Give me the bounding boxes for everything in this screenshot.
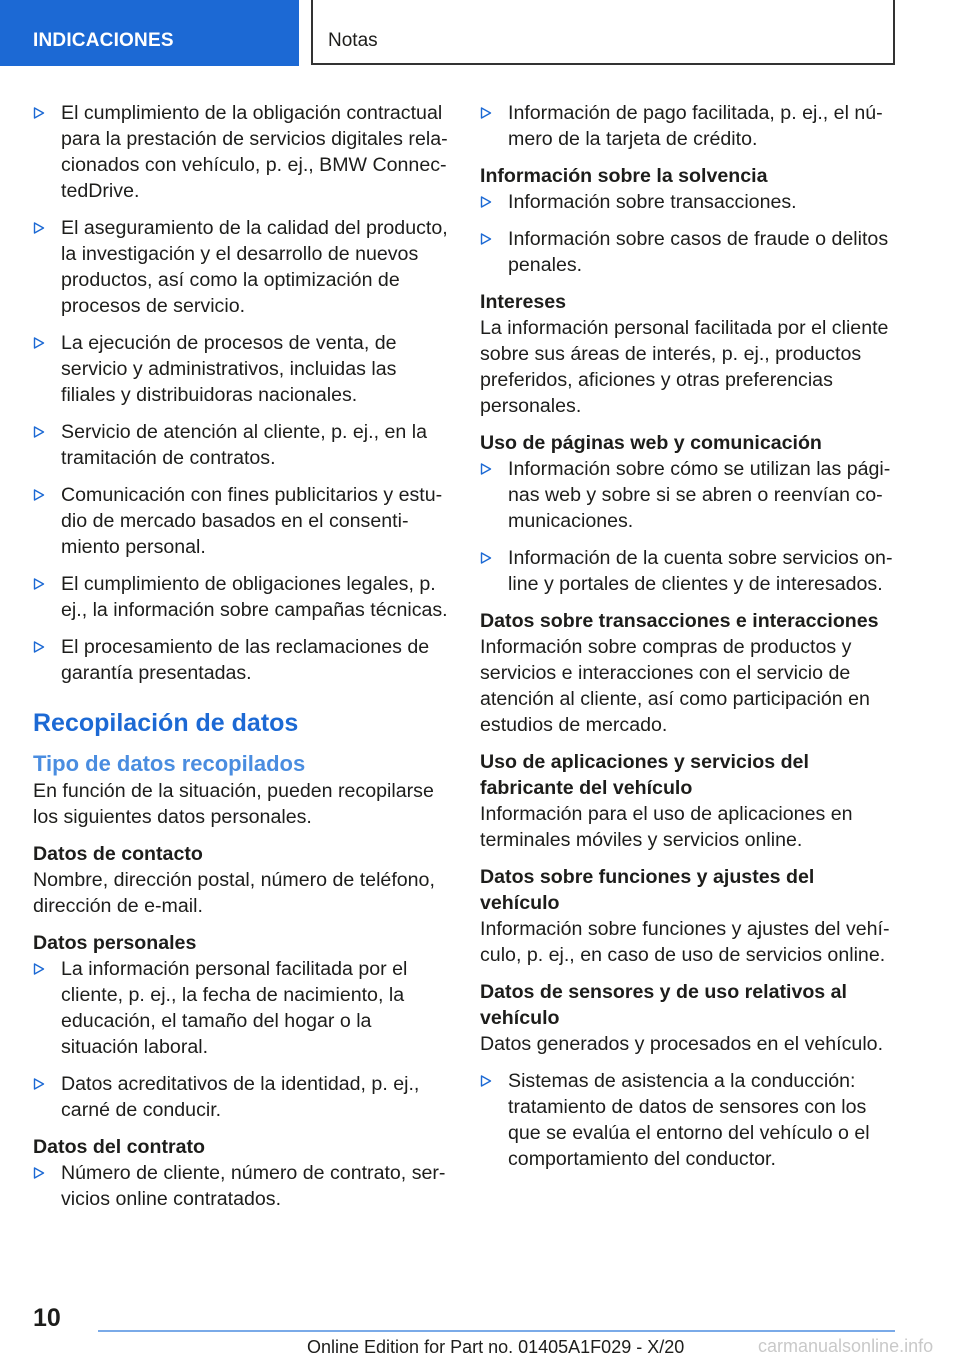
web-bullet-list [480, 456, 898, 597]
triangle-bullet-icon [33, 641, 45, 653]
triangle-bullet-icon [33, 426, 45, 438]
contract-heading: Datos del contrato [33, 1136, 206, 1158]
transactions-paragraph: Información sobre compras de productos y servicios e interacciones con el servicio de atención al cliente, así como participación en estudios de mercado. [480, 636, 870, 736]
list-item [33, 634, 448, 686]
triangle-bullet-icon [480, 196, 492, 208]
list-item [33, 1160, 448, 1212]
contact-heading: Datos de contacto [33, 843, 203, 865]
list-item-text: Información sobre cómo se utilizan las páginas web y sobre si se abren o reenvían comunicaciones. [508, 458, 891, 532]
list-item [33, 330, 448, 408]
triangle-bullet-icon [33, 337, 45, 349]
apps-heading: Uso de aplicaciones y servicios del fabricante del vehículo [480, 751, 809, 799]
list-item [480, 545, 898, 597]
section-title: Recopilación de datos [33, 709, 299, 737]
personal-heading: Datos personales [33, 932, 197, 954]
section-tab: INDICACIONES [0, 0, 299, 66]
contract-bullet-list [33, 1160, 448, 1212]
list-item-text: Servicio de atención al cliente, p. ej., en la tramitación de contratos. [61, 421, 427, 469]
list-item-text: Información sobre transacciones. [508, 191, 797, 213]
interests-paragraph: La información personal facilitada por el cliente sobre sus áreas de interés, p. ej., productos preferidos, aficiones y otras preferencias personales. [480, 317, 889, 417]
list-item-text: El cumplimiento de obligaciones legales, p. ej., la información sobre campañas técnicas. [61, 573, 448, 621]
list-item [33, 215, 448, 319]
edition-footer: Online Edition for Part no. 01405A1F029 - X/20 [307, 1337, 685, 1357]
functions-heading: Datos sobre funciones y ajustes del vehículo [480, 866, 815, 914]
list-item-text: Datos acreditativos de la identidad, p. ej., carné de conducir. [61, 1073, 420, 1121]
triangle-bullet-icon [33, 963, 45, 975]
solvency-heading: Información sobre la solvencia [480, 165, 768, 187]
sensors-paragraph: Datos generados y procesados en el vehículo. [480, 1033, 884, 1055]
list-item [33, 100, 448, 204]
list-item-text: El aseguramiento de la calidad del producto, la investigación y el desarrollo de nuevos productos, así como la optimización de procesos de servicio. [61, 217, 448, 317]
transactions-heading: Datos sobre transacciones e interacciones [480, 610, 879, 632]
list-item-text: Sistemas de asistencia a la conducción: tratamiento de datos de sensores con los que se evalúa el entorno del vehículo o el comportamiento del conductor. [508, 1070, 870, 1170]
list-item-text: El cumplimiento de la obligación contractual para la prestación de servicios digitales relacionados con vehículo, p. ej., BMW ConnectedDrive. [61, 102, 448, 202]
list-item-text: Comunicación con fines publicitarios y estudio de mercado basados en el consentimiento personal. [61, 484, 443, 558]
triangle-bullet-icon [480, 233, 492, 245]
triangle-bullet-icon [480, 107, 492, 119]
personal-bullet-list [33, 956, 448, 1123]
triangle-bullet-icon [480, 1075, 492, 1087]
page-header [0, 0, 960, 66]
triangle-bullet-icon [33, 222, 45, 234]
triangle-bullet-icon [33, 1167, 45, 1179]
list-item-text: Número de cliente, número de contrato, servicios online contratados. [61, 1162, 446, 1210]
triangle-bullet-icon [33, 1078, 45, 1090]
sensors-bullet-list [480, 1068, 898, 1172]
list-item-text: La información personal facilitada por el cliente, p. ej., la fecha de nacimiento, la educación, el tamaño del hogar o la situación laboral. [61, 958, 408, 1058]
triangle-bullet-icon [480, 463, 492, 475]
list-item [480, 100, 898, 152]
contact-paragraph: Nombre, dirección postal, número de teléfono, dirección de e-mail. [33, 869, 435, 917]
triangle-bullet-icon [480, 552, 492, 564]
triangle-bullet-icon [33, 578, 45, 590]
list-item-text: La ejecución de procesos de venta, de servicio y administrativos, incluidas las filiales y distribuidoras nacionales. [61, 332, 397, 406]
intro-paragraph: En función de la situación, pueden recopilarse los siguientes datos personales. [33, 780, 434, 828]
list-item [33, 571, 448, 623]
list-item [33, 956, 448, 1060]
apps-paragraph: Información para el uso de aplicaciones en terminales móviles y servicios online. [480, 803, 853, 851]
left-column [33, 100, 448, 1223]
list-item-text: Información de pago facilitada, p. ej., el número de la tarjeta de crédito. [508, 102, 883, 150]
web-heading: Uso de páginas web y comunicación [480, 432, 822, 454]
list-item [33, 1071, 448, 1123]
list-item [480, 189, 898, 215]
list-item-text: El procesamiento de las reclamaciones de garantía presentadas. [61, 636, 430, 684]
notes-tab: Notas [311, 0, 895, 65]
sensors-heading: Datos de sensores y de uso relativos al vehículo [480, 981, 847, 1029]
list-item [33, 419, 448, 471]
footer-divider [98, 1330, 895, 1332]
list-item-text: Información de la cuenta sobre servicios online y portales de clientes y de interesados. [508, 547, 893, 595]
list-item [33, 482, 448, 560]
interests-heading: Intereses [480, 291, 567, 313]
solvency-bullet-list [480, 189, 898, 278]
payment-bullet-list [480, 100, 898, 152]
list-item-text: Información sobre casos de fraude o delitos penales. [508, 228, 889, 276]
page-number: 10 [33, 1304, 61, 1332]
list-item [480, 456, 898, 534]
watermark: carmanualsonline.info [758, 1336, 934, 1356]
list-item [480, 226, 898, 278]
subsection-title: Tipo de datos recopilados [33, 751, 306, 776]
right-column [480, 100, 898, 1183]
left-bullet-list [33, 100, 448, 686]
functions-paragraph: Información sobre funciones y ajustes del vehículo, p. ej., en caso de uso de servicios online. [480, 918, 890, 966]
triangle-bullet-icon [33, 107, 45, 119]
list-item [480, 1068, 898, 1172]
triangle-bullet-icon [33, 489, 45, 501]
